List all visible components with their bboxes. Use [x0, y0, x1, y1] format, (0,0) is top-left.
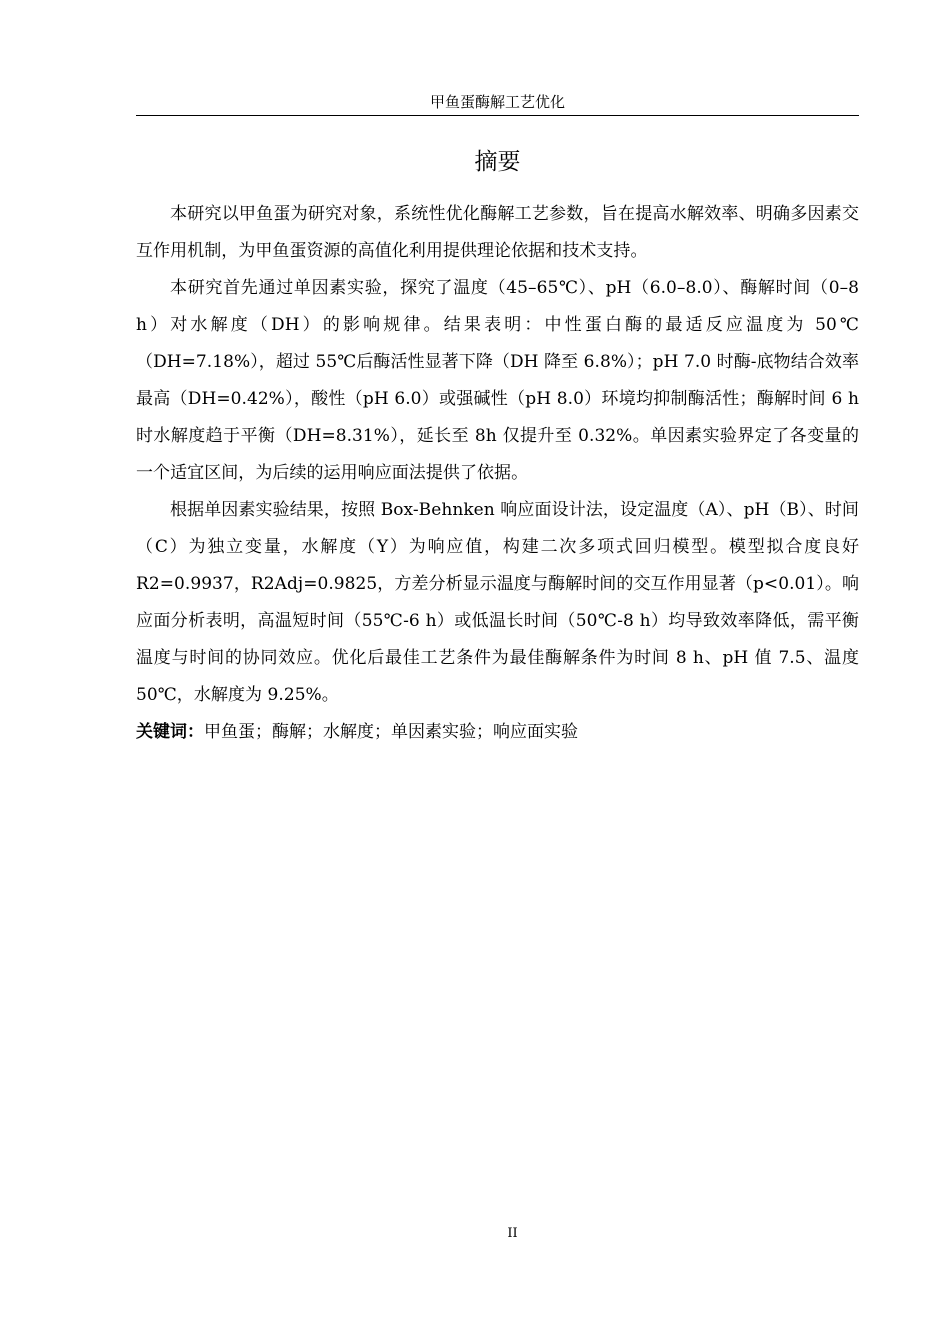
keywords-text: 甲鱼蛋；酶解；水解度；单因素实验；响应面实验: [204, 722, 578, 742]
abstract-body: [136, 196, 859, 751]
abstract-paragraph-2: 本研究首先通过单因素实验，探究了温度（45–65℃）、pH（6.0–8.0）、酶解时间（0–8 h）对水解度（DH）的影响规律。结果表明：中性蛋白酶的最适反应温度为 50℃（DH=7.18%），超过 55℃后酶活性显著下降（DH 降至 6.8%）；pH 7.0 时酶-底物结合效率最高（DH=0.42%），酸性（pH 6.0）或强碱性（pH 8.0）环境均抑制酶活性；酶解时间 6 h 时水解度趋于平衡（DH=8.31%），延长至 8h 仅提升至 0.32%。单因素实验界定了各变量的一个适宜区间，为后续的运用响应面法提供了依据。: [136, 278, 859, 483]
keywords-label: 关键词：: [136, 722, 204, 742]
page-number: II: [507, 1226, 518, 1241]
running-header: 甲鱼蛋酶解工艺优化: [429, 93, 565, 111]
keywords-line: [136, 714, 859, 751]
header-rule: [136, 115, 859, 116]
abstract-title: 摘要: [474, 149, 521, 175]
abstract-paragraph-3: 根据单因素实验结果，按照 Box-Behnken 响应面设计法，设定温度（A）、pH（B）、时间（C）为独立变量，水解度（Y）为响应值，构建二次多项式回归模型。模型拟合度良好 R2=0.9937，R2Adj=0.9825，方差分析显示温度与酶解时间的交互作用显著（p<0.01）。响应面分析表明，高温短时间（55℃-6 h）或低温长时间（50℃-8 h）均导致效率降低，需平衡温度与时间的协同效应。优化后最佳工艺条件为最佳酶解条件为时间 8 h、pH 值 7.5、温度 50℃，水解度为 9.25%。: [136, 500, 859, 705]
abstract-paragraph-1: 本研究以甲鱼蛋为研究对象，系统性优化酶解工艺参数，旨在提高水解效率、明确多因素交互作用机制，为甲鱼蛋资源的高值化利用提供理论依据和技术支持。: [136, 204, 859, 261]
